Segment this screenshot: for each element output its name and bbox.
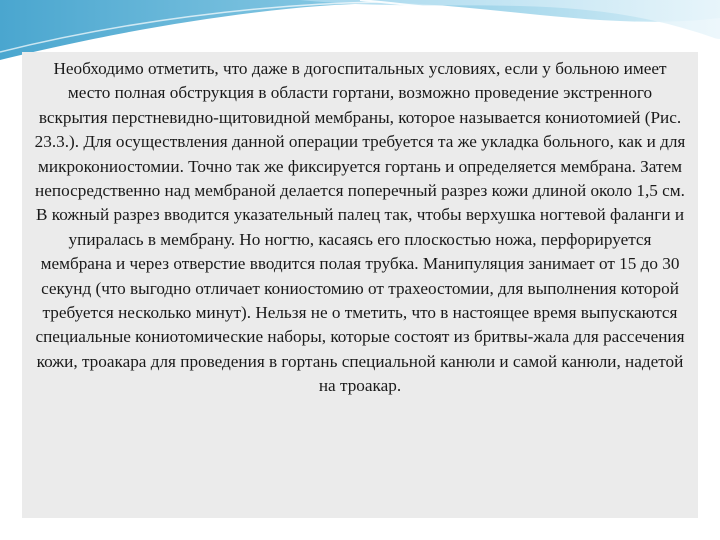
slide-body-text: Необходимо отметить, что даже в догоспитальных условиях, если у больною имеет место полная обструкция в области гортани, возможно проведение экстренного вскрытия перстневидно-щитовидной мембраны, которое называется кониотомией (Рис. 23.3.). Для осуществления данной операции требуется та же укладка больного, как и для микрокониостомии. Точно так же фиксируется гортань и определяется мембрана. Затем непосредственно над мембраной делается поперечный разрез кожи длиной около 1,5 см. В кожный разрез вводится указательный палец так, чтобы верхушка ногтевой фаланги и упиралась в мембрану. Но ногтю, касаясь его плоскостью ножа, перфорируется мембрана и через отверстие вводится полая трубка. Манипуляция занимает от 15 до 30 секунд (что выгодно отличает кониостомию от трахеостомии, для выполнения которой требуется несколько минут). Нельзя не о тметить, что в настоящее время выпускаются специальные кониотомические наборы, которые состоят из бритвы-жала для рассечения кожи, троакара для проведения в гортань специальной канюли и самой канюли, надетой на троакар. [34, 59, 686, 396]
